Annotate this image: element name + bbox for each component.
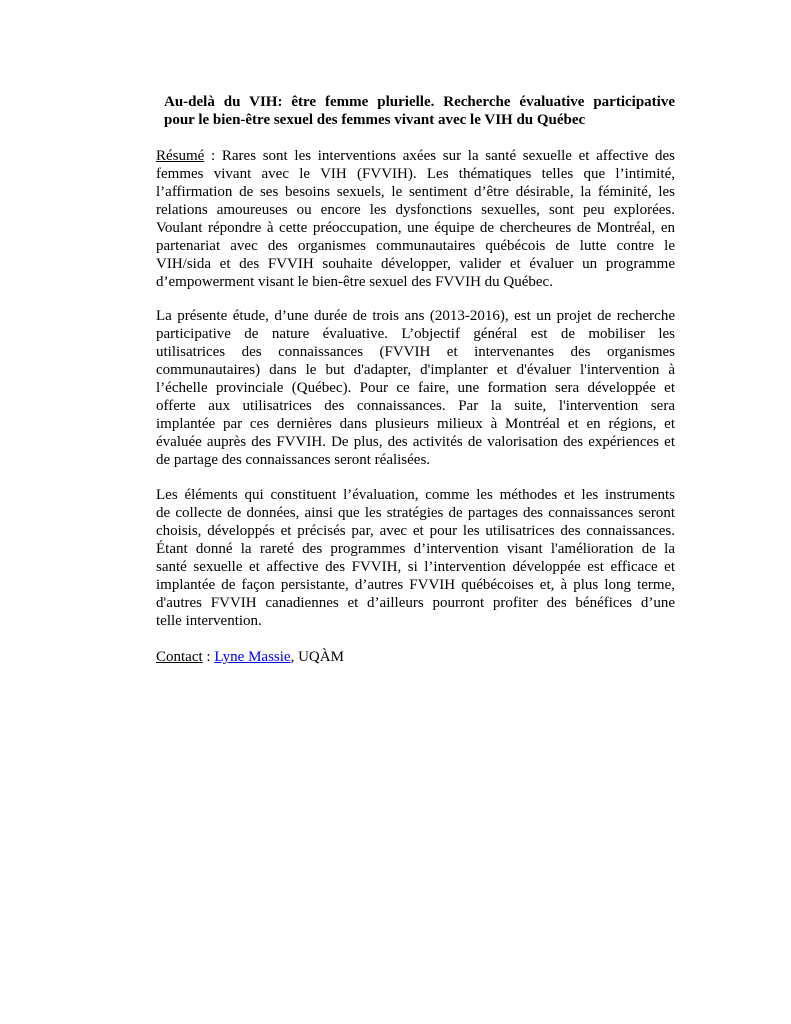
paragraph-line: de collecte de données, ainsi que les stratégies de partages des connaissances seront — [156, 505, 675, 521]
document-title — [164, 93, 675, 129]
paragraph-line: relations amoureuses ou encore les dysfonctions sexuelles, sont peu explorées. — [156, 202, 675, 218]
resume-first-line: Rares sont les interventions axées sur la santé sexuelle et affective des — [221, 148, 675, 164]
paragraph-line: l’échelle provinciale (Québec). Pour ce faire, une formation sera développée et — [156, 380, 675, 396]
paragraph-line: femmes vivant avec le VIH (FVVIH). Les thématiques telles que l’intimité, — [156, 166, 675, 182]
paragraph-line: évaluée auprès des FVVIH. De plus, des activités de valorisation des expériences et — [156, 434, 675, 450]
paragraph-line: participative de nature évaluative. L’objectif général est de mobiliser les — [156, 326, 675, 342]
paragraph-line: implantée de façon persistante, d’autres FVVIH québécoises et, à plus long terme, — [156, 577, 675, 593]
evaluation-paragraph — [156, 486, 675, 630]
contact-label: Contact — [156, 649, 203, 665]
study-paragraph — [156, 307, 675, 469]
paragraph-line: de partage des connaissances seront réalisées. — [156, 452, 431, 468]
paragraph-line: Voulant répondre à cette préoccupation, une équipe de chercheures de Montréal, en — [156, 220, 675, 236]
resume-paragraph — [156, 147, 675, 291]
contact-affiliation: , UQÀM — [290, 649, 344, 665]
paragraph-line: l’affirmation de ses besoins sexuels, le sentiment d’être désirable, la féminité, les — [156, 184, 675, 200]
paragraph-line: VIH/sida et des FVVIH souhaite développer, valider et évaluer un programme — [156, 256, 675, 272]
resume-label: Résumé — [156, 148, 205, 164]
paragraph-line: partenariat avec des organismes communautaires québécois de lutte contre le — [156, 238, 675, 254]
paragraph-line: d’empowerment visant le bien-être sexuel des FVVIH du Québec. — [156, 274, 553, 290]
contact-name-link[interactable]: Lyne Massie — [214, 649, 291, 665]
paragraph-line: La présente étude, d’une durée de trois ans (2013-2016), est un projet de recherche — [156, 308, 675, 324]
paragraph-line: telle intervention. — [156, 613, 262, 629]
title-line: Au-delà du VIH: être femme plurielle. Recherche évaluative participative — [164, 94, 675, 110]
resume-separator: : — [204, 148, 222, 164]
paragraph-line: d'autres FVVIH canadiennes et d’ailleurs pourront profiter des bénéfices d’une — [156, 595, 675, 611]
paragraph-line: communautaires) dans le but d'adapter, d'implanter et d'évaluer l'intervention à — [156, 362, 675, 378]
paragraph-line: offerte aux utilisatrices des connaissances. Par la suite, l'intervention sera — [156, 398, 675, 414]
paragraph-line: Étant donné la rareté des programmes d’intervention visant l'amélioration de la — [156, 541, 675, 557]
paragraph-line — [156, 648, 675, 666]
paragraph-line: utilisatrices des connaissances (FVVIH et intervenantes des organismes — [156, 344, 675, 360]
paragraph-line — [156, 147, 675, 165]
paragraph-line: implantée par ces dernières dans plusieurs milieux à Montréal et en régions, et — [156, 416, 675, 432]
title-line: pour le bien-être sexuel des femmes vivant avec le VIH du Québec — [164, 112, 586, 128]
paragraph-line: Les éléments qui constituent l’évaluation, comme les méthodes et les instruments — [156, 487, 675, 503]
paragraph-line: santé sexuelle et affective des FVVIH, si l’intervention développée est efficace et — [156, 559, 675, 575]
contact-separator: : — [202, 649, 215, 665]
paragraph-line: choisis, développés et précisés par, avec et pour les utilisatrices des connaissances. — [156, 523, 675, 539]
contact-line — [156, 648, 675, 666]
